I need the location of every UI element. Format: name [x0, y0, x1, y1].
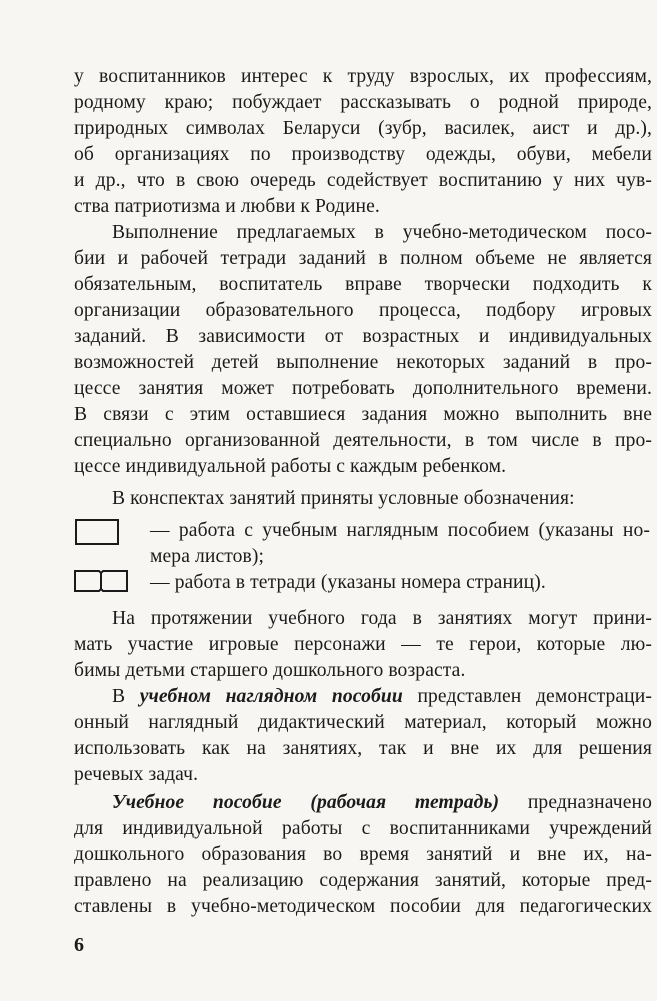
open-book-icon [73, 569, 129, 593]
text-line: ства патриотизма и любви к Родине. [74, 196, 380, 217]
text-line: организации образовательного процесса, подбору игровых [74, 300, 652, 321]
text-line: Выполнение предлагаемых в учебно-методическом посо- [112, 222, 652, 243]
legend-item-sheets: — работа с учебным наглядным пособием (указаны но- [150, 520, 650, 541]
text-line: для индивидуальной работы с воспитанниками учреждений [74, 818, 652, 839]
text-line: Учебное пособие (рабочая тетрадь) предназначено [112, 792, 652, 813]
text-line: бии и рабочей тетради заданий в полном объеме не является [74, 248, 652, 269]
text-line: использовать как на занятиях, так и вне их для решения [74, 738, 652, 759]
text-line: цессе индивидуальной работы с каждым ребенком. [74, 456, 507, 477]
text-line: речевых задач. [74, 764, 199, 785]
text-line: у воспитанников интерес к труду взрослых, их профессиям, [74, 66, 652, 87]
text-line: об организациях по производству одежды, обуви, мебели [74, 144, 652, 165]
text-line: онный наглядный дидактический материал, который можно [74, 712, 652, 733]
text-line: бимы детьми старшего дошкольного возраста. [74, 660, 466, 681]
legend-item-notebook: — работа в тетради (указаны номера страниц). [150, 572, 546, 593]
text-line: правлено на реализацию содержания занятий, которые пред- [74, 870, 652, 891]
legend-intro: В конспектах занятий приняты условные обозначения: [112, 488, 575, 509]
text-line: В связи с этим оставшиеся задания можно выполнить вне [74, 404, 652, 425]
text-line: мать участие игровые персонажи — те герои, которые лю- [74, 634, 652, 655]
text-line: дошкольного образования во время занятий и вне их, на- [74, 844, 652, 865]
text-line: природных символах Беларуси (зубр, василек, аист и др.), [74, 118, 652, 139]
emphasis-workbook: Учебное пособие (рабочая тетрадь) [112, 792, 500, 813]
text-line: ставлены в учебно-методическом пособии для педагогических [74, 896, 652, 917]
text-line: цессе занятия может потребовать дополнительного времени. [74, 378, 652, 399]
text-line: возможностей детей выполнение некоторых заданий в про- [74, 352, 652, 373]
sheet-icon [75, 519, 119, 545]
emphasis-visual-aid: учебном наглядном пособии [139, 686, 403, 707]
text-line: В учебном наглядном пособии представлен демонстраци- [112, 686, 652, 707]
text-line: специально организованной деятельности, в том числе в про- [74, 430, 652, 451]
legend-item-sheets-cont: мера листов); [150, 546, 265, 567]
text-line: обязательным, воспитатель вправе творчески подходить к [74, 274, 652, 295]
text-line: и др., что в свою очередь содействует воспитанию у них чув- [74, 170, 652, 191]
text-line: На протяжении учебного года в занятиях могут прини- [112, 608, 652, 629]
page-number: 6 [74, 934, 84, 956]
text-line: заданий. В зависимости от возрастных и индивидуальных [74, 326, 652, 347]
text-line: родному краю; побуждает рассказывать о родной природе, [74, 92, 652, 113]
